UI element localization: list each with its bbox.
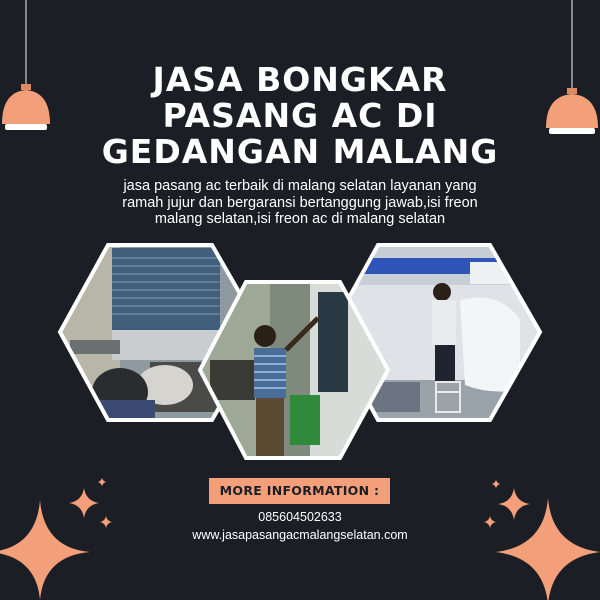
description-line-3: malang selatan,isi freon ac di malang selatan <box>154 211 446 227</box>
description-line-1: jasa pasang ac terbaik di malang selatan layanan yang <box>123 178 477 194</box>
website-link[interactable]: www.jasapasangacmalangselatan.com <box>192 528 408 542</box>
title-line-3: GEDANGAN MALANG <box>101 132 499 171</box>
more-information-label: MORE INFORMATION : <box>209 478 390 504</box>
description-line-2: ramah jujur dan bergaransi bertanggung jawab,isi freon <box>122 194 478 211</box>
phone-number: 085604502633 <box>258 510 342 524</box>
title-line-1: JASA BONGKAR <box>152 60 448 99</box>
title-line-2: PASANG AC DI <box>162 96 438 135</box>
